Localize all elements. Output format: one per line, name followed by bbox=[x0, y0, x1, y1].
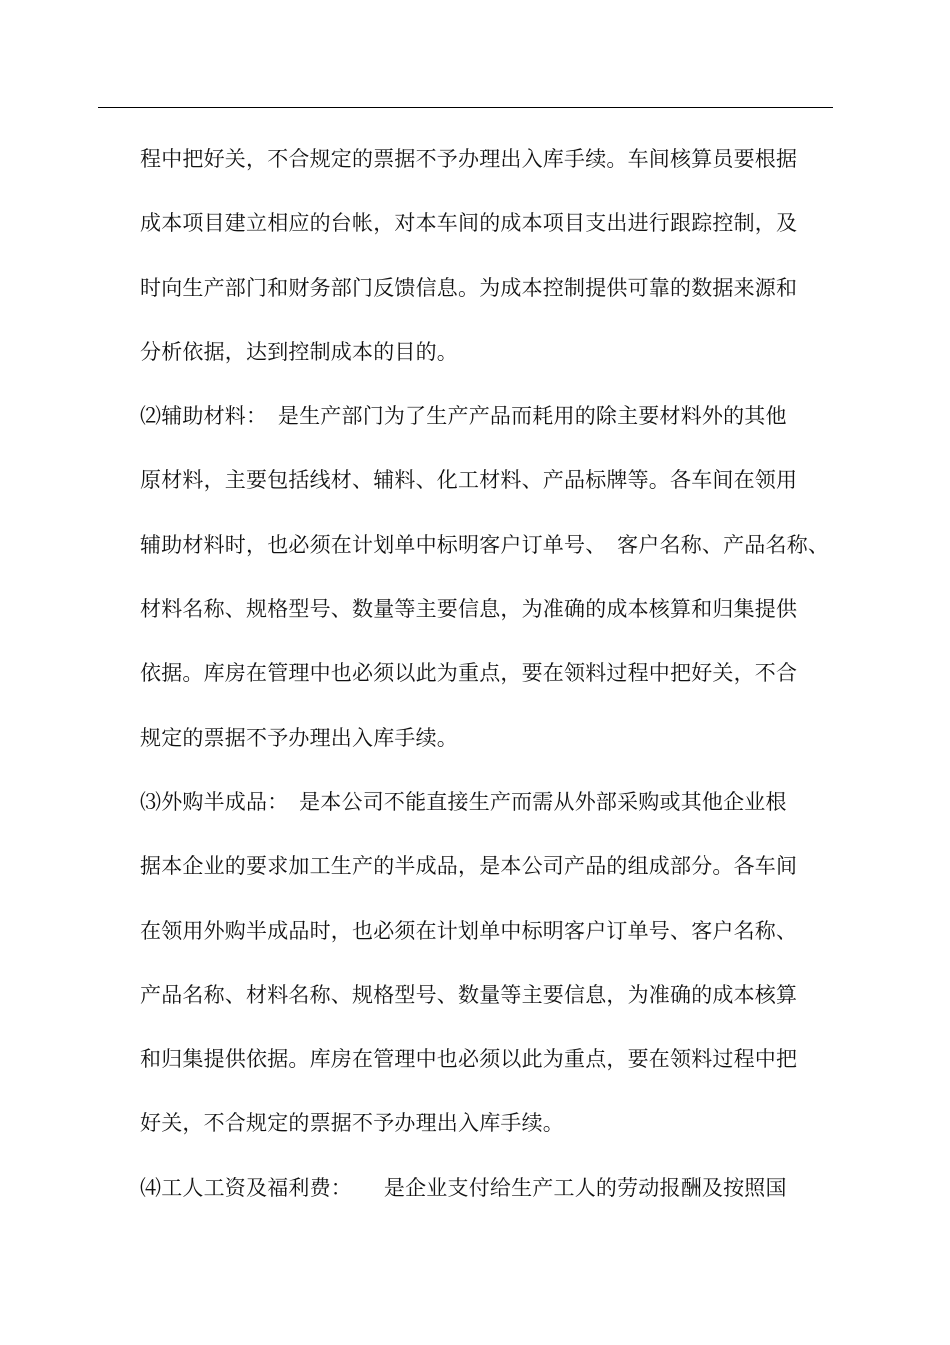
text-line: 在领用外购半成品时，也必须在计划单中标明客户订单号、客户名称、 bbox=[140, 918, 798, 943]
text-line: 规定的票据不予办理出入库手续。 bbox=[140, 725, 458, 750]
text-line: 程中把好关，不合规定的票据不予办理出入库手续。车间核算员要根据 bbox=[140, 147, 798, 171]
text-line: 和归集提供依据。库房在管理中也必须以此为重点，要在领料过程中把 bbox=[140, 1047, 798, 1072]
section-heading-line: ⑶外购半成品： 是本公司不能直接生产而需从外部采购或其他企业根 bbox=[140, 789, 787, 814]
section-heading-line: ⑷工人工资及福利费： 是企业支付给生产工人的劳动报酬及按照国 bbox=[140, 1175, 787, 1200]
header-rule bbox=[98, 107, 833, 108]
text-line: 分析依据，达到控制成本的目的。 bbox=[140, 339, 458, 364]
text-line: 时向生产部门和财务部门反馈信息。为成本控制提供可靠的数据来源和 bbox=[140, 275, 798, 300]
text-line: 成本项目建立相应的台帐，对本车间的成本项目支出进行跟踪控制，及 bbox=[140, 211, 798, 236]
document-body bbox=[140, 138, 840, 1231]
text-line: 依据。库房在管理中也必须以此为重点，要在领料过程中把好关，不合 bbox=[140, 661, 798, 686]
text-line: 产品名称、材料名称、规格型号、数量等主要信息，为准确的成本核算 bbox=[140, 982, 798, 1007]
text-line: 据本企业的要求加工生产的半成品，是本公司产品的组成部分。各车间 bbox=[140, 854, 798, 879]
text-line: 原材料，主要包括线材、辅料、化工材料、产品标牌等。各车间在领用 bbox=[140, 468, 798, 493]
section-heading-line: ⑵辅助材料： 是生产部门为了生产产品而耗用的除主要材料外的其他 bbox=[140, 404, 787, 429]
text-line: 好关，不合规定的票据不予办理出入库手续。 bbox=[140, 1111, 564, 1136]
text-line: 材料名称、规格型号、数量等主要信息，为准确的成本核算和归集提供 bbox=[140, 597, 798, 622]
text-line: 辅助材料时，也必须在计划单中标明客户订单号、 客户名称、产品名称、 bbox=[140, 532, 830, 557]
